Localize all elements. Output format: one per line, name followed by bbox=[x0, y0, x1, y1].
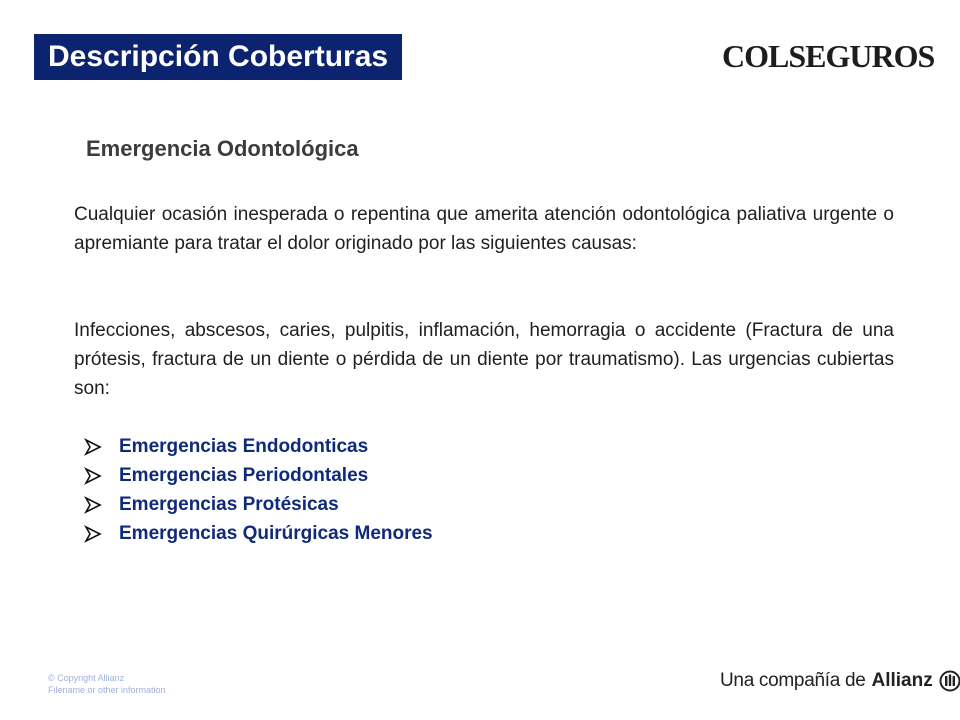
copyright-text: © Copyright Allianz bbox=[48, 673, 125, 683]
list-item-label: Emergencias Protésicas bbox=[119, 493, 339, 515]
list-item-label: Emergencias Quirúrgicas Menores bbox=[119, 522, 433, 544]
description-paragraph: Cualquier ocasión inesperada o repentina que amerita atención odontológica paliativa urgente o apremiante para tratar el dolor originado por las siguientes causas: bbox=[74, 204, 894, 254]
allianz-footer bbox=[720, 670, 960, 692]
arrow-bullet-icon bbox=[84, 467, 102, 485]
list-item-label: Emergencias Endodonticas bbox=[119, 435, 369, 457]
filename-text: Filename or other information bbox=[48, 685, 166, 695]
list-item bbox=[84, 461, 433, 490]
coverage-list bbox=[84, 432, 433, 548]
causes-paragraph: Infecciones, abscesos, caries, pulpitis, inflamación, hemorragia o accidente (Fractura de una prótesis, fractura de un diente o pérdida de un diente por traumatismo). Las urgencias cubiertas son: bbox=[74, 320, 894, 399]
list-item bbox=[84, 519, 433, 548]
arrow-bullet-icon bbox=[84, 525, 102, 543]
allianz-tagline: Una compañía de bbox=[720, 670, 866, 691]
arrow-bullet-icon bbox=[84, 438, 102, 456]
section-subtitle: Emergencia Odontológica bbox=[86, 136, 359, 161]
arrow-bullet-icon bbox=[84, 496, 102, 514]
allianz-brand: Allianz bbox=[871, 670, 933, 691]
page-title: Descripción Coberturas bbox=[34, 34, 402, 80]
list-item-label: Emergencias Periodontales bbox=[119, 464, 369, 486]
colseguros-logo: COLSEGUROS bbox=[722, 38, 935, 74]
allianz-logo-icon bbox=[939, 670, 960, 692]
list-item bbox=[84, 432, 433, 461]
list-item bbox=[84, 490, 433, 519]
copyright-notice bbox=[48, 672, 166, 696]
